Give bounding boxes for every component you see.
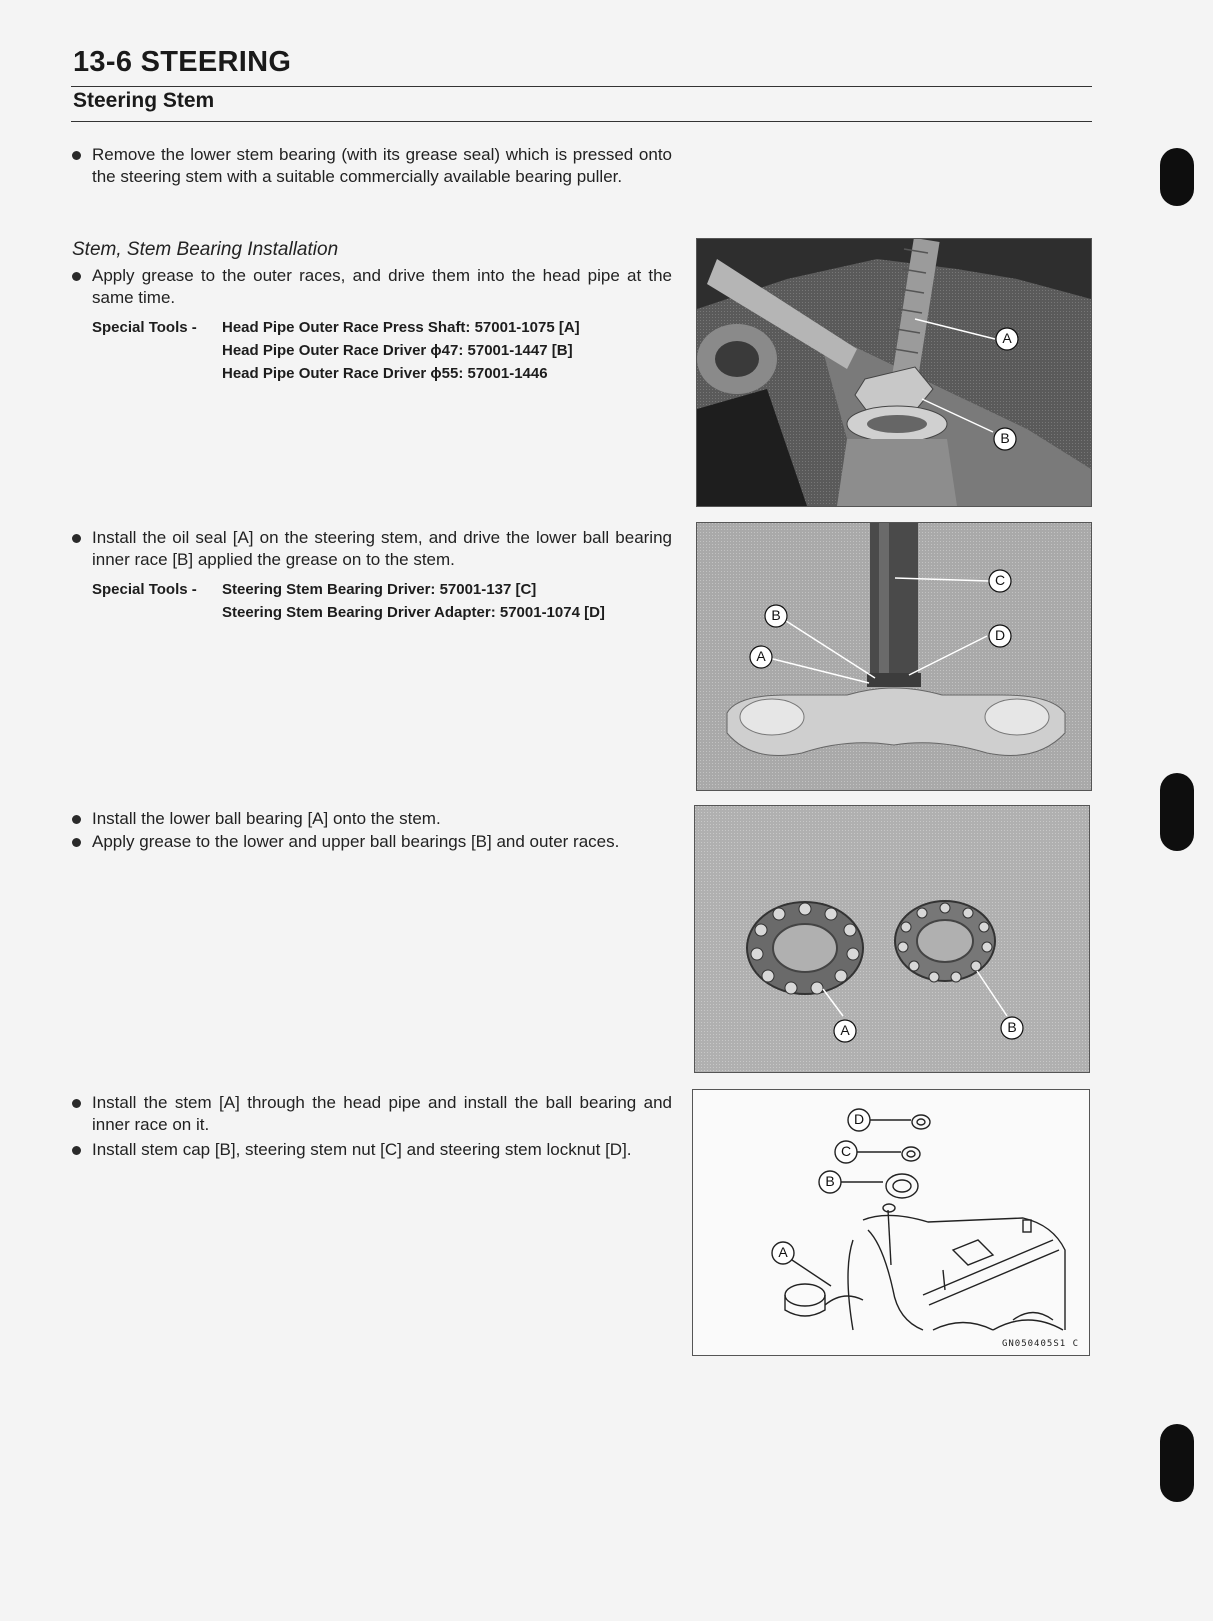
bullet-icon	[72, 1099, 81, 1108]
tool-item: Head Pipe Outer Race Press Shaft: 57001-1075 [A]	[222, 319, 580, 336]
callout-c: C	[994, 572, 1006, 588]
step-text: Install the lower ball bearing [A] onto the stem.	[92, 809, 441, 828]
special-tools-label: Special Tools -	[92, 319, 197, 336]
step-text: Apply grease to the outer races, and drive them into the head pipe at the same time.	[92, 266, 672, 307]
section-title: Steering Stem	[73, 89, 215, 112]
tool-item: Steering Stem Bearing Driver: 57001-137 [C]	[222, 581, 537, 598]
step-install-oil-seal	[72, 527, 672, 571]
figure-code: GN050405S1 C	[1001, 1339, 1079, 1349]
figure-ball-bearings-photo	[694, 805, 1090, 1073]
callout-a: A	[1002, 330, 1012, 346]
bullet-icon	[72, 1146, 81, 1155]
figure-stem-driver-photo	[696, 522, 1092, 791]
stem-assembly-illustration	[693, 1090, 1089, 1355]
step-apply-grease-races	[72, 265, 672, 309]
thumb-index-tab	[1160, 1424, 1194, 1502]
tool-item: Head Pipe Outer Race Driver ϕ55: 57001-1446	[222, 365, 548, 382]
callout-a: A	[840, 1022, 850, 1038]
tool-item: Head Pipe Outer Race Driver ϕ47: 57001-1447 [B]	[222, 342, 573, 359]
thumb-index-tab	[1160, 773, 1194, 851]
press-shaft-illustration	[697, 239, 1091, 506]
header-rule-bottom	[71, 121, 1092, 122]
special-tools-label: Special Tools -	[92, 581, 197, 598]
thumb-index-tab	[1160, 148, 1194, 206]
step-text: Install stem cap [B], steering stem nut [C] and steering stem locknut [D].	[92, 1140, 632, 1159]
figure-press-shaft-photo	[696, 238, 1092, 507]
step-text: Install the stem [A] through the head pipe and install the ball bearing and inner race on it.	[92, 1093, 672, 1134]
step-apply-grease-bearings	[72, 831, 672, 853]
bullet-icon	[72, 151, 81, 160]
header-rule-top	[71, 86, 1092, 87]
step-install-lower-ball-bearing	[72, 808, 672, 830]
tool-item: Steering Stem Bearing Driver Adapter: 57001-1074 [D]	[222, 604, 605, 621]
step-remove-lower-bearing	[72, 144, 672, 188]
callout-b: B	[825, 1173, 835, 1189]
bullet-icon	[72, 272, 81, 281]
callout-d: D	[994, 627, 1006, 643]
subsection-heading: Stem, Stem Bearing Installation	[72, 239, 339, 260]
page-title: 13-6 STEERING	[73, 46, 292, 78]
step-install-stem	[72, 1092, 672, 1136]
step-text: Remove the lower stem bearing (with its grease seal) which is pressed onto the steering stem with a suitable commercially available bearing puller.	[92, 145, 672, 186]
callout-b: B	[1007, 1019, 1017, 1035]
step-text: Apply grease to the lower and upper ball bearings [B] and outer races.	[92, 832, 620, 851]
bullet-icon	[72, 815, 81, 824]
bullet-icon	[72, 838, 81, 847]
figure-stem-assembly-drawing	[692, 1089, 1090, 1356]
callout-c: C	[840, 1143, 852, 1159]
step-install-cap	[72, 1139, 672, 1161]
callout-a: A	[756, 648, 766, 664]
callout-d: D	[853, 1111, 865, 1127]
callout-a: A	[778, 1244, 788, 1260]
callout-b: B	[1000, 430, 1010, 446]
step-text: Install the oil seal [A] on the steering stem, and drive the lower ball bearing inner race [B] applied the grease on to the stem.	[92, 528, 672, 569]
bullet-icon	[72, 534, 81, 543]
callout-b: B	[771, 607, 781, 623]
ball-bearings-illustration	[695, 806, 1089, 1072]
